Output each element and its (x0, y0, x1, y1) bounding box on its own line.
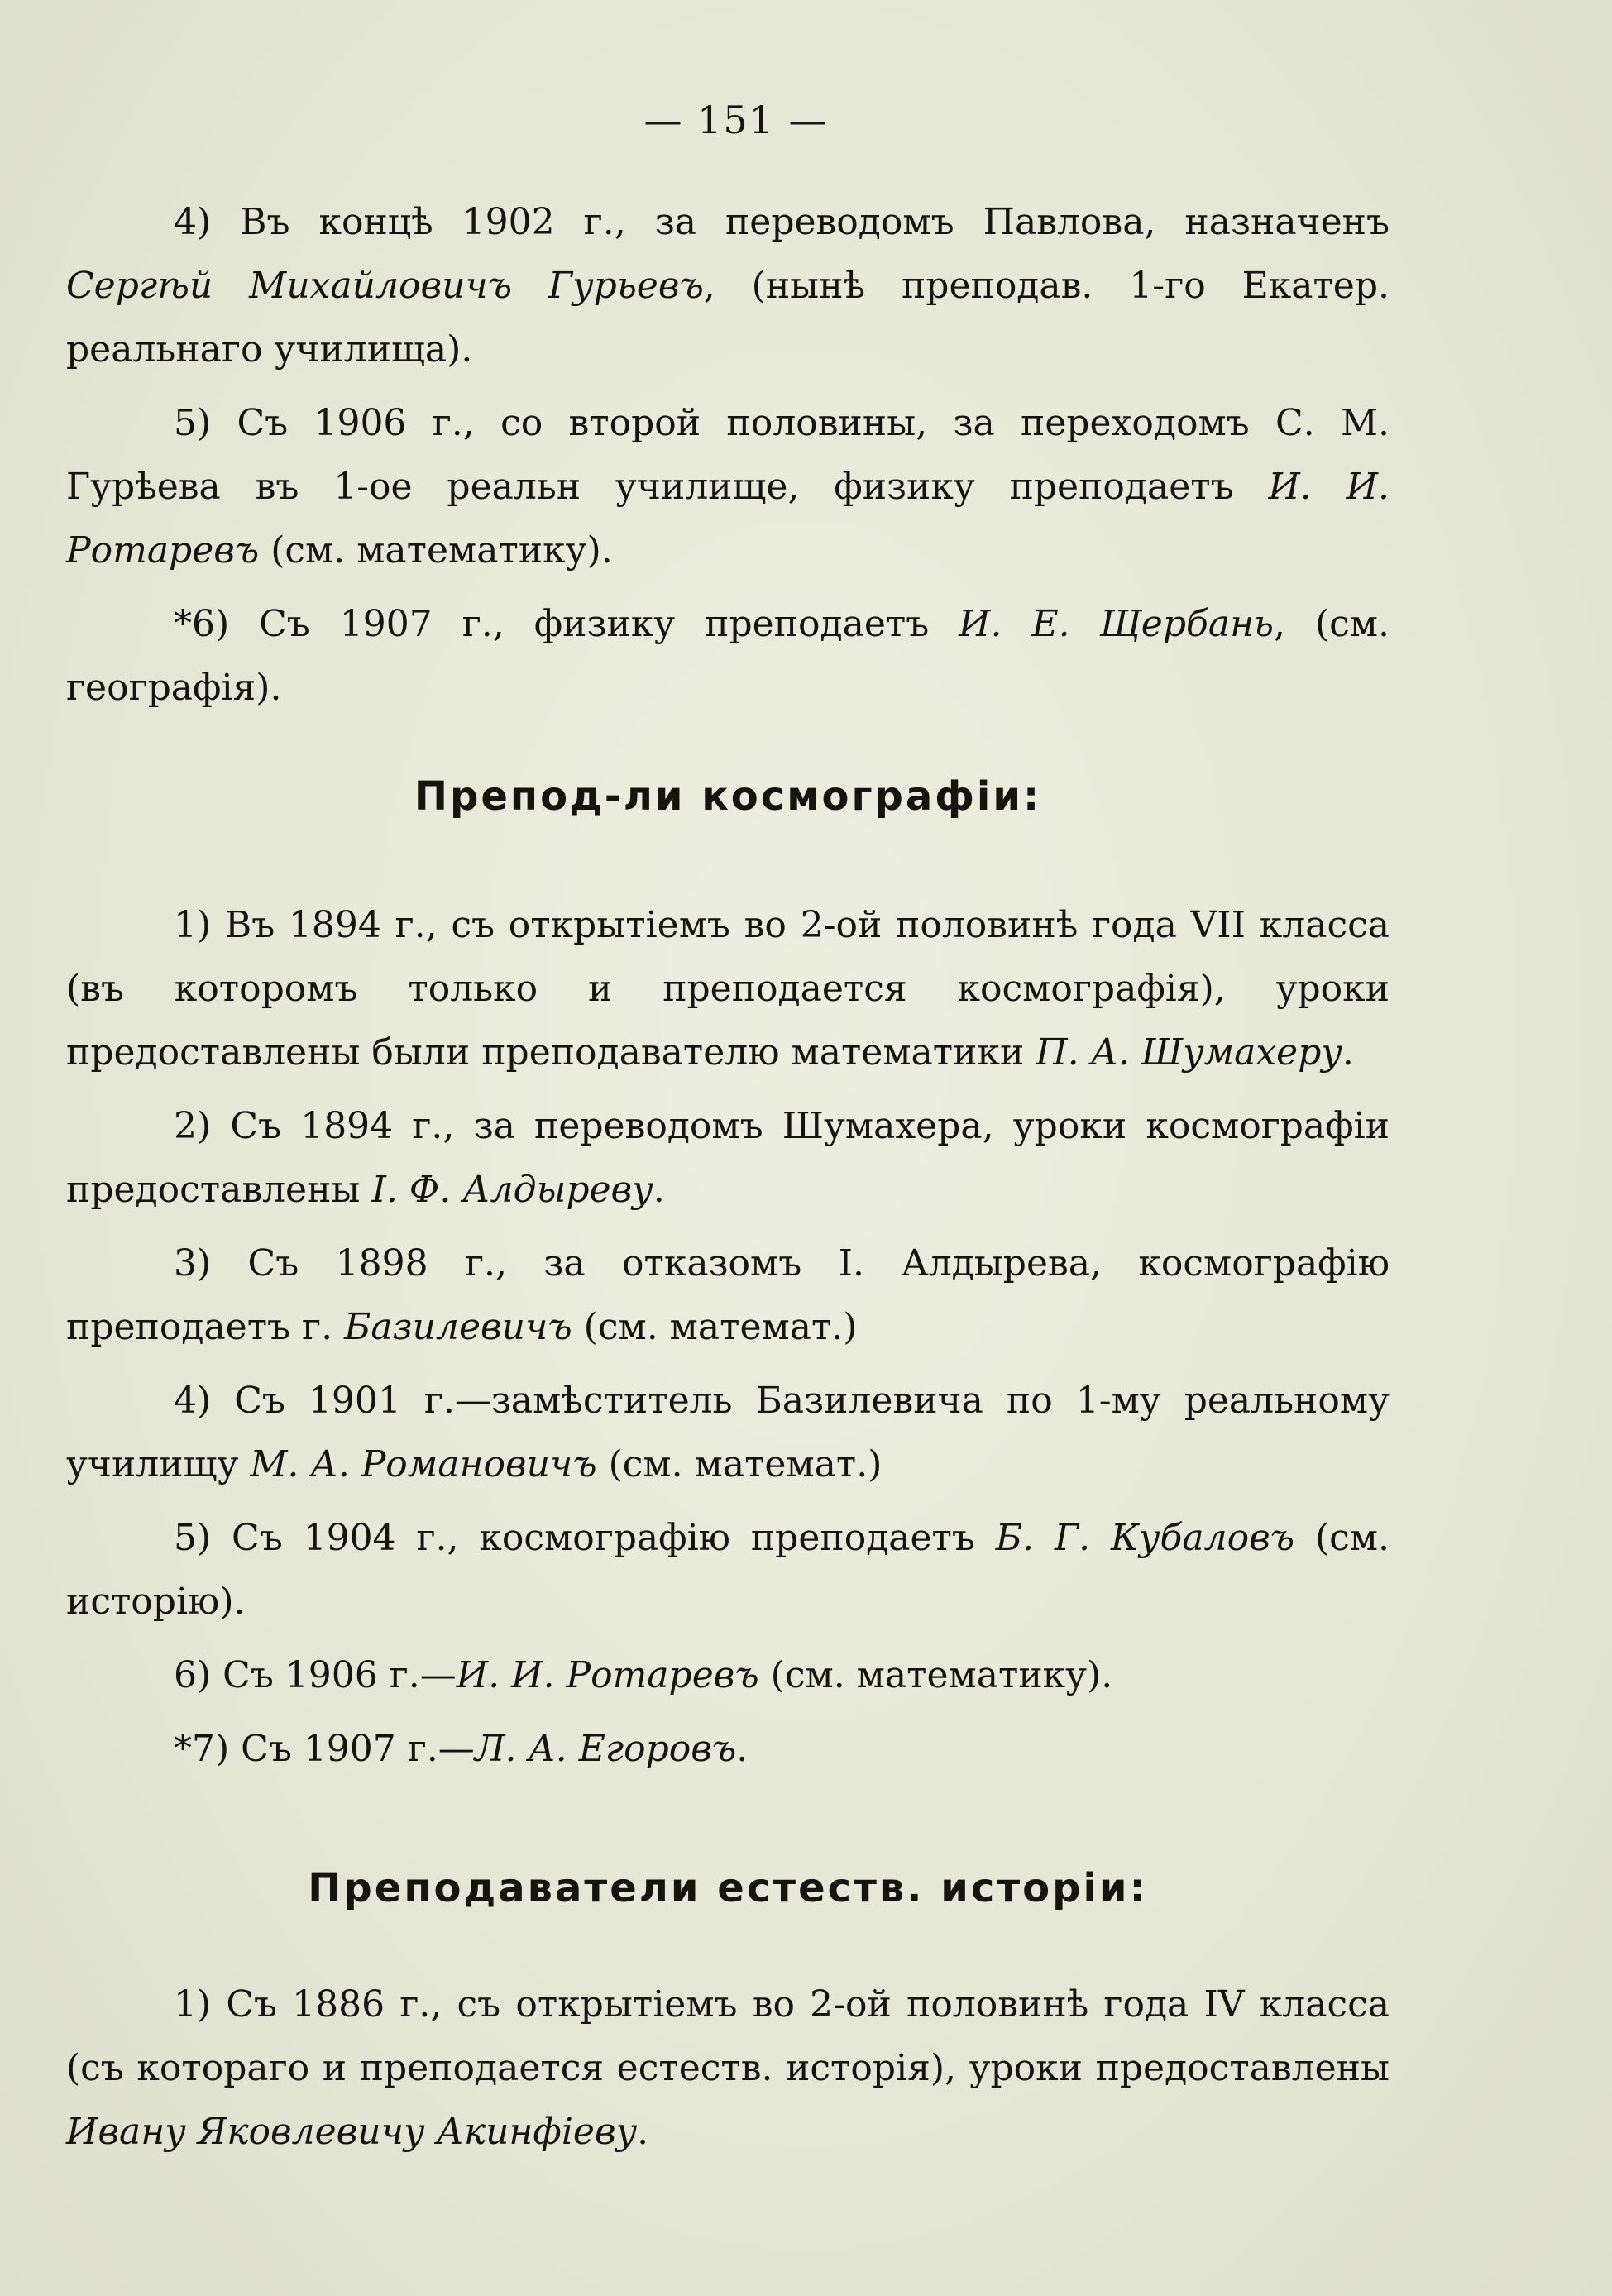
teacher-name: И. Е. Щербань (959, 603, 1275, 645)
paragraph: *7) Съ 1907 г.—Л. А. Егоровъ. (174, 1728, 749, 1770)
paragraph: 1) Съ 1886 г., съ открытіемъ во 2-ой половинѣ года IV класса (съ котораго и преподается естеств. исторія), уроки предоставлены Ивану Яковлевичу Акинфіеву. (66, 1983, 1390, 2153)
teacher-name: П. А. Шумахеру (1036, 1031, 1342, 1074)
paragraph: 6) Съ 1906 г.—И. И. Ротаревъ (см. математику). (174, 1654, 1113, 1696)
paragraph: *6) Съ 1907 г., физику преподаетъ И. Е. Щербань, (см. географія). (66, 603, 1390, 709)
paragraph: 4) Въ концѣ 1902 г., за переводомъ Павлова, назначенъ Сергѣй Михайловичъ Гурьевъ, (нынѣ преподав. 1-го Екатер. реальнаго училища). (66, 201, 1390, 371)
teacher-name: И. И. Ротаревъ (66, 466, 1390, 572)
section-heading-cosmography: Препод-ли космографіи: (414, 773, 1042, 820)
paragraph: 1) Въ 1894 г., съ открытіемъ во 2-ой половинѣ года VII класса (въ которомъ только и преподается космографія), уроки предоставлены были преподавателю математики П. А. Шумахеру. (66, 904, 1390, 1074)
natural-history-section (66, 1973, 1390, 2174)
teacher-name: Л. А. Егоровъ (474, 1728, 737, 1770)
teacher-name: Сергѣй Михайловичъ Гурьевъ (66, 265, 704, 307)
page-number: — 151 — (643, 98, 829, 142)
physics-section (66, 190, 1390, 729)
paragraph: 5) Съ 1904 г., космографію преподаетъ Б. Г. Кубаловъ (см. исторію). (66, 1517, 1390, 1623)
paragraph: 3) Съ 1898 г., за отказомъ І. Алдырева, космографію преподаетъ г. Базилевичъ (см. математ.) (66, 1242, 1390, 1348)
teacher-name: І. Ф. Алдыреву (371, 1169, 653, 1211)
paragraph: 5) Съ 1906 г., со второй половины, за переходомъ С. М. Гурѣева въ 1-ое реальн училище, физику преподаетъ И. И. Ротаревъ (см. математику). (66, 402, 1390, 572)
teacher-name: И. И. Ротаревъ (456, 1654, 759, 1696)
teacher-name: Б. Г. Кубаловъ (995, 1517, 1295, 1559)
teacher-name: Ивану Яковлевичу Акинфіеву (66, 2111, 638, 2153)
paragraph: 4) Съ 1901 г.—замѣститель Базилевича по 1-му реальному училищу М. А. Романовичъ (см. математ.) (66, 1380, 1390, 1485)
teacher-name: Базилевичъ (344, 1306, 572, 1348)
teacher-name: М. А. Романовичъ (250, 1443, 597, 1485)
cosmography-section (66, 893, 1390, 1791)
paragraph: 2) Съ 1894 г., за переводомъ Шумахера, уроки космографіи предоставлены І. Ф. Алдыреву. (66, 1105, 1390, 1211)
section-heading-natural-history: Преподаватели естеств. исторіи: (308, 1865, 1148, 1911)
